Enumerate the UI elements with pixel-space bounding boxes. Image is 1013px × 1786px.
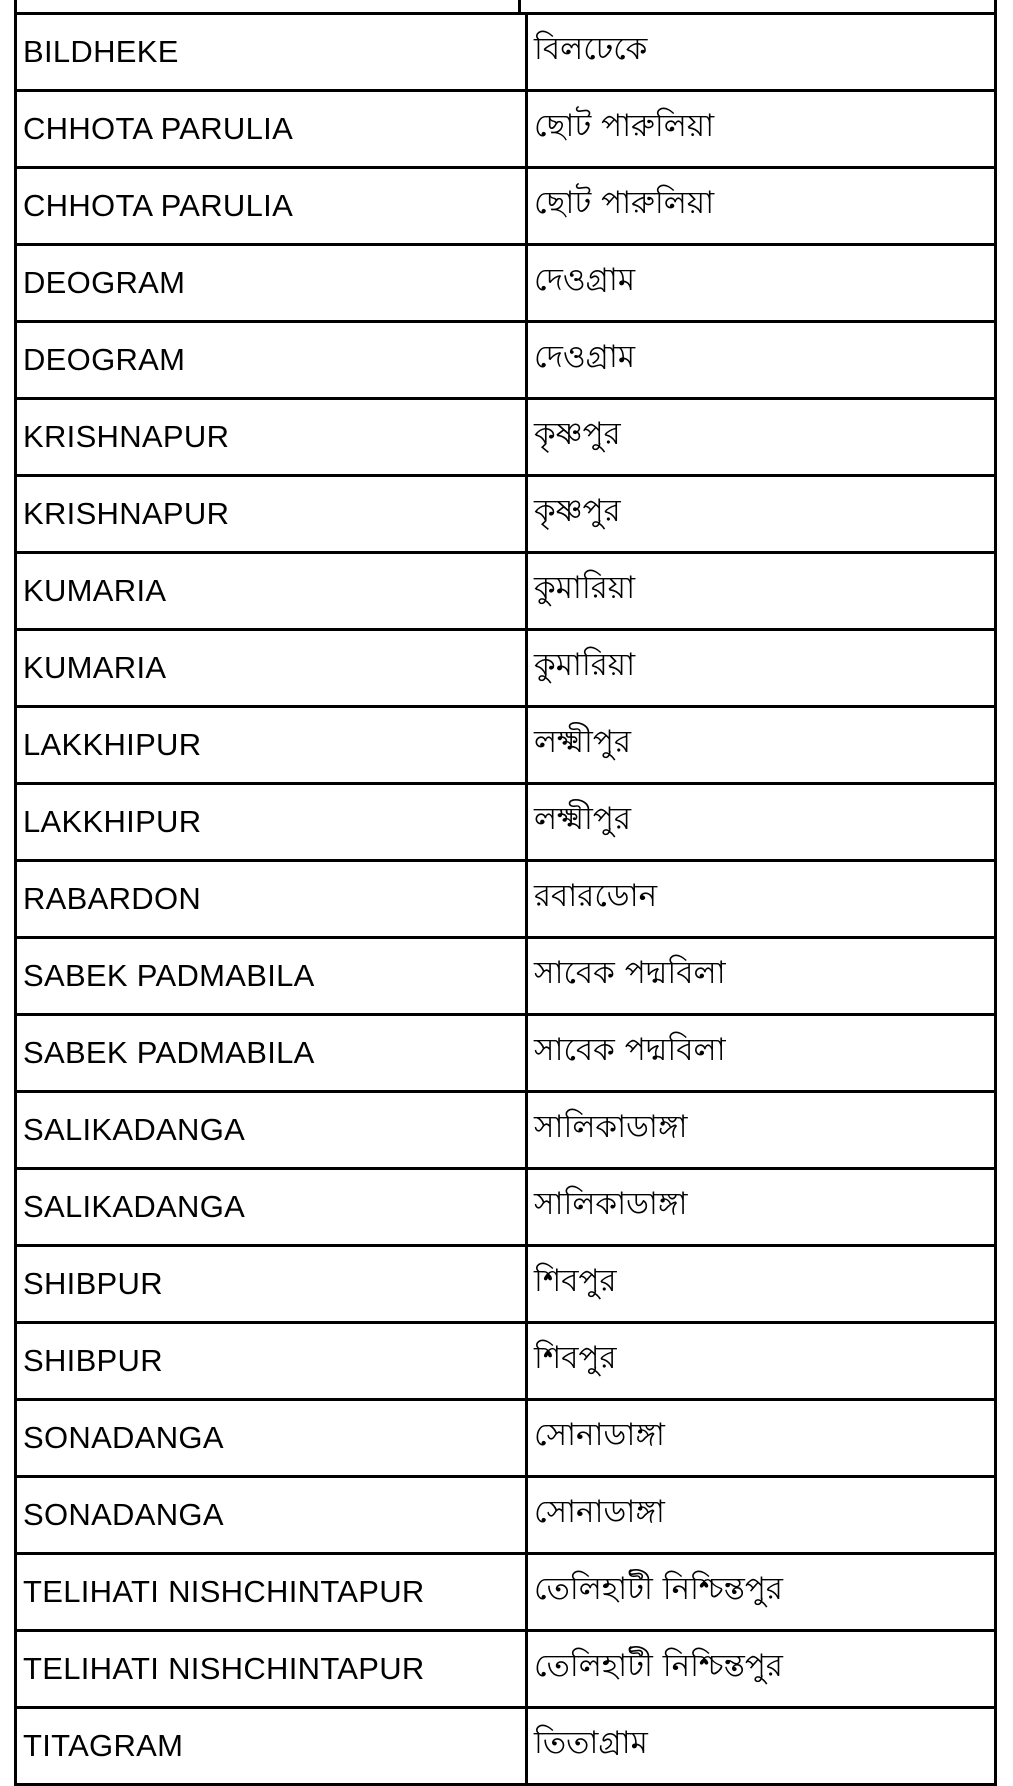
bengali-name-cell: শিবপুর xyxy=(527,1246,996,1323)
table-row xyxy=(16,861,996,938)
table-row xyxy=(16,1631,996,1708)
bengali-name-cell: তেলিহাটী নিশ্চিন্তপুর xyxy=(527,1631,996,1708)
bengali-name-cell: তিতাগ্রাম xyxy=(527,1708,996,1785)
english-name-cell: TELIHATI NISHCHINTAPUR xyxy=(16,1554,527,1631)
english-name-cell: SHIBPUR xyxy=(16,1323,527,1400)
village-name-table xyxy=(14,12,997,1786)
bengali-name-cell: কৃষ্ণপুর xyxy=(527,476,996,553)
english-name-cell: CHHOTA PARULIA xyxy=(16,168,527,245)
english-name-cell: SABEK PADMABILA xyxy=(16,938,527,1015)
table-row xyxy=(16,1323,996,1400)
table-row xyxy=(16,91,996,168)
bengali-name-cell: সাবেক পদ্মবিলা xyxy=(527,1015,996,1092)
table-row xyxy=(16,707,996,784)
table-row xyxy=(16,1169,996,1246)
table-row xyxy=(16,1015,996,1092)
english-name-cell: TITAGRAM xyxy=(16,1708,527,1785)
bengali-name-cell: সালিকাডাঙ্গা xyxy=(527,1169,996,1246)
english-name-cell: CHHOTA PARULIA xyxy=(16,91,527,168)
bengali-name-cell: কুমারিয়া xyxy=(527,553,996,630)
english-name-cell: SHIBPUR xyxy=(16,1246,527,1323)
table-row xyxy=(16,784,996,861)
bengali-name-cell: ছোট পারুলিয়া xyxy=(527,168,996,245)
english-name-cell: SALIKADANGA xyxy=(16,1092,527,1169)
bengali-name-cell: সোনাডাঙ্গা xyxy=(527,1477,996,1554)
table-row xyxy=(16,1400,996,1477)
table-row xyxy=(16,630,996,707)
english-name-cell: KUMARIA xyxy=(16,553,527,630)
bengali-name-cell: দেওগ্রাম xyxy=(527,322,996,399)
table-row xyxy=(16,322,996,399)
english-name-cell: BILDHEKE xyxy=(16,14,527,91)
table-row xyxy=(16,1246,996,1323)
english-name-cell: SONADANGA xyxy=(16,1477,527,1554)
bengali-name-cell: দেওগ্রাম xyxy=(527,245,996,322)
english-name-cell: TELIHATI NISHCHINTAPUR xyxy=(16,1631,527,1708)
table-body xyxy=(16,14,996,1785)
english-name-cell: RABARDON xyxy=(16,861,527,938)
english-name-cell: DEOGRAM xyxy=(16,245,527,322)
english-name-cell: KRISHNAPUR xyxy=(16,399,527,476)
english-name-cell: KUMARIA xyxy=(16,630,527,707)
bengali-name-cell: তেলিহাটী নিশ্চিন্তপুর xyxy=(527,1554,996,1631)
table-row xyxy=(16,168,996,245)
english-name-cell: LAKKHIPUR xyxy=(16,707,527,784)
table-row xyxy=(16,399,996,476)
bengali-name-cell: সাবেক পদ্মবিলা xyxy=(527,938,996,1015)
bengali-name-cell: শিবপুর xyxy=(527,1323,996,1400)
bengali-name-cell: লক্ষ্মীপুর xyxy=(527,784,996,861)
bengali-name-cell: লক্ষ্মীপুর xyxy=(527,707,996,784)
bengali-name-cell: ছোট পারুলিয়া xyxy=(527,91,996,168)
bengali-name-cell: সোনাডাঙ্গা xyxy=(527,1400,996,1477)
english-name-cell: DEOGRAM xyxy=(16,322,527,399)
bengali-name-cell: বিলঢেকে xyxy=(527,14,996,91)
table-row xyxy=(16,1708,996,1785)
table-row xyxy=(16,245,996,322)
bengali-name-cell: সালিকাডাঙ্গা xyxy=(527,1092,996,1169)
english-name-cell: SONADANGA xyxy=(16,1400,527,1477)
english-name-cell: SALIKADANGA xyxy=(16,1169,527,1246)
table-row xyxy=(16,553,996,630)
table-row xyxy=(16,1092,996,1169)
bengali-name-cell: রবারডোন xyxy=(527,861,996,938)
table-row xyxy=(16,938,996,1015)
table-row xyxy=(16,476,996,553)
table-row xyxy=(16,14,996,91)
english-name-cell: SABEK PADMABILA xyxy=(16,1015,527,1092)
bengali-name-cell: কৃষ্ণপুর xyxy=(527,399,996,476)
bengali-name-cell: কুমারিয়া xyxy=(527,630,996,707)
english-name-cell: KRISHNAPUR xyxy=(16,476,527,553)
table-row xyxy=(16,1554,996,1631)
table-row xyxy=(16,1477,996,1554)
english-name-cell: LAKKHIPUR xyxy=(16,784,527,861)
